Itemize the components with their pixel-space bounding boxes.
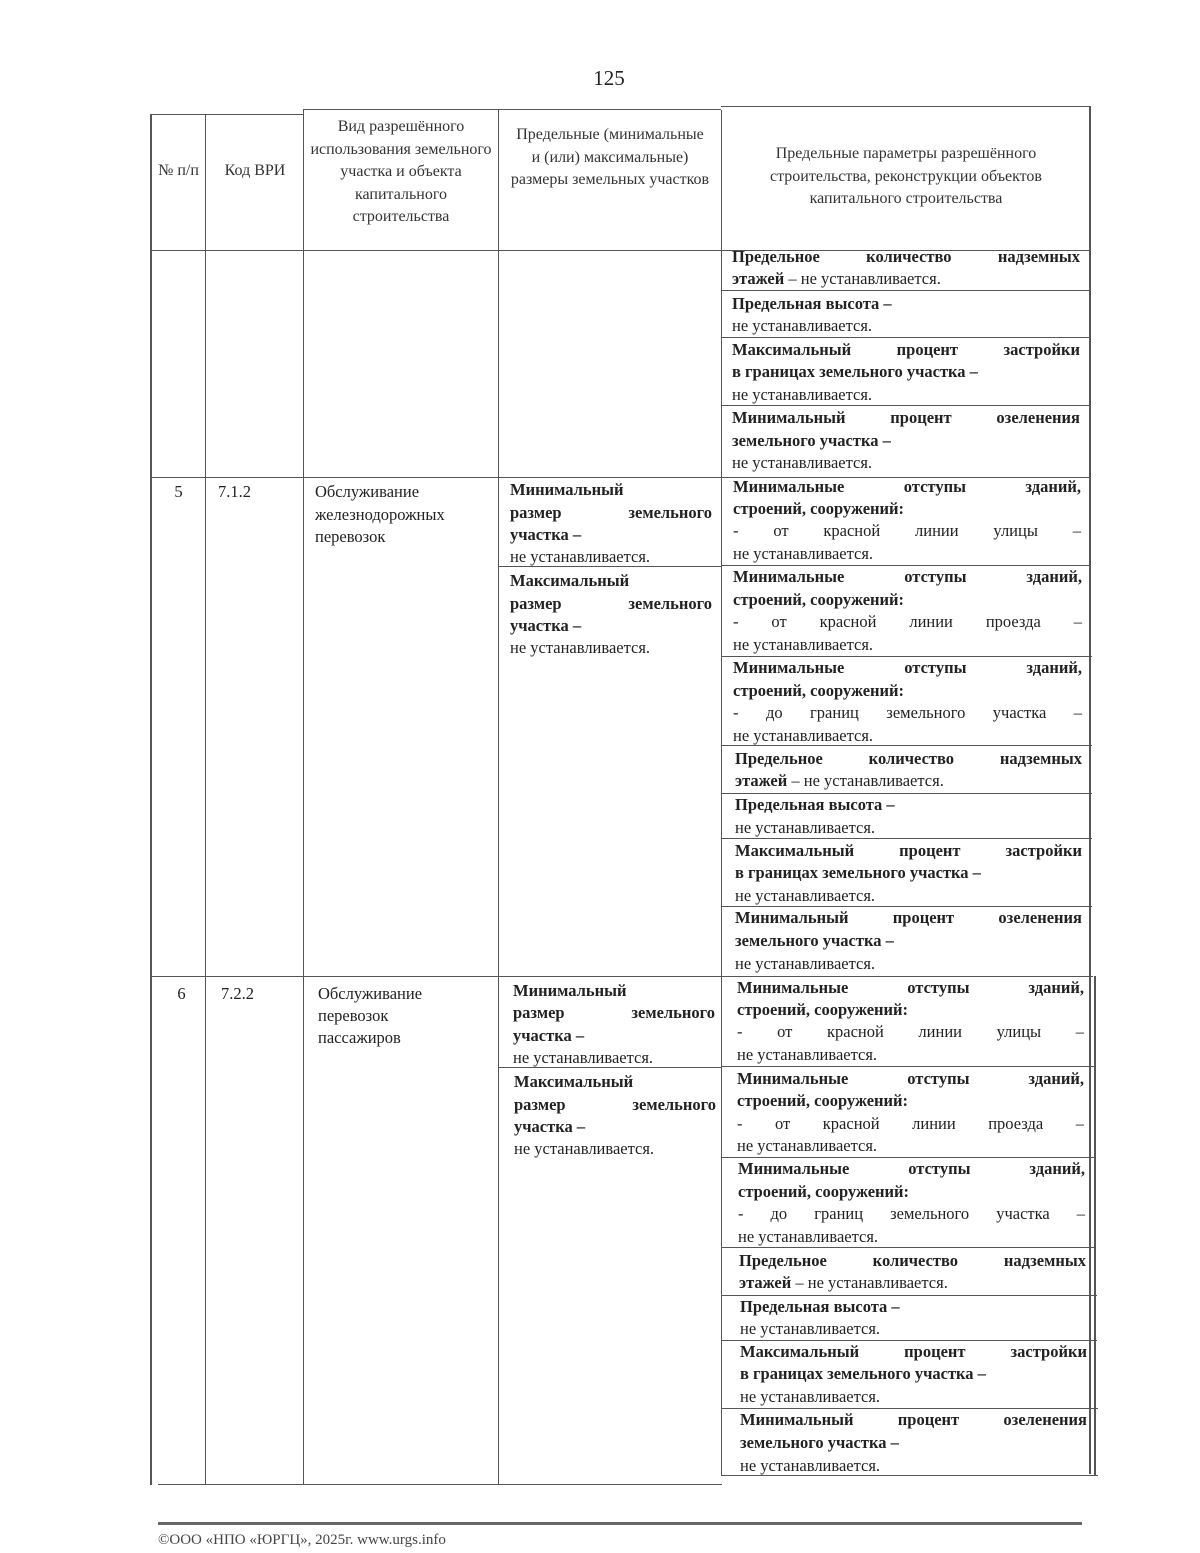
row-5-p1-line1: Минимальные отступы зданий, [733,477,1081,496]
row-5-max-size-line2 [510,593,712,616]
row-5-p3-line2: строений, сооружений: [733,681,905,700]
row-5-min-size-word1: размер [510,503,562,522]
row-6-p3-line2: строений, сооружений: [738,1182,910,1201]
table-border-left [150,115,152,1485]
footer-rule [158,1522,1082,1525]
row-6-p4-line1: Предельное количество надземных [739,1251,1086,1270]
row-6-p3-line3: - до границ земельного участка – [738,1204,1085,1223]
row-5-min-size-line3: участка – [510,525,582,544]
row-5-max-size-value: не устанавливается. [510,638,651,657]
row-5-p4-bold: этажей [735,771,788,790]
column-divider [205,115,206,1485]
row-5-p7-value: не устанавливается. [735,954,876,973]
row-5-p3-value: не устанавливается. [733,726,874,745]
row-6-p6-line1: Максимальный процент застройки [740,1342,1087,1361]
row-5-max-size-word1: размер [510,594,562,613]
row-6-min-size-value: не устанавливается. [513,1048,654,1067]
row-5-p3-line1: Минимальные отступы зданий, [733,658,1082,677]
row-6-max-size-value: не устанавливается. [514,1139,655,1158]
table-border-top [150,114,304,115]
row-5-p4-line2 [735,770,1082,793]
row-5-code: 7.1.2 [218,482,251,501]
row-6-p2-line3: - от красной линии проезда – [737,1114,1084,1133]
row-5-max-size-line3: участка – [510,616,582,635]
row-6-max-size-word2: земельного [632,1095,716,1114]
header-plot-sizes: Предельные (минимальные и (или) максимальные) размеры земельных участков [510,126,710,188]
row-6-num: 6 [177,984,186,1003]
row-6-min-size-line3: участка – [513,1026,585,1045]
row-5-p1-line3: - от красной линии улицы – [733,521,1081,540]
row-6-code: 7.2.2 [221,984,254,1003]
row-6-min-size-word2: земельного [631,1003,715,1022]
carryover-param-build-line3: не устанавливается. [732,385,873,404]
table-border-bottom [721,1475,1098,1476]
carryover-param-floors-line2 [732,268,1080,291]
row-6-min-size-line1: Минимальный [513,981,627,1000]
row-6-p7-line1: Минимальный процент озеленения [740,1410,1087,1429]
row-6-min-size-word1: размер [513,1003,565,1022]
row-5-num: 5 [174,482,183,501]
carryover-param-green-line3: не устанавливается. [732,453,873,472]
header-permitted-use: Вид разрешённого использования земельного участка и объекта капитального строительства [310,118,492,225]
row-5-p4-tail: – не устанавливается. [787,771,944,790]
row-5-p4-line1: Предельное количество надземных [735,749,1082,768]
row-6-permitted-use-line3: пассажиров [318,1028,401,1047]
header-code: Код ВРИ [224,162,286,179]
carryover-param-build-line2: в границах земельного участка – [732,362,978,381]
row-5-min-size-value: не устанавливается. [510,547,651,566]
row-6-max-size-line2 [514,1094,716,1117]
row-6-permitted-use-line1: Обслуживание [318,984,423,1003]
row-6-permitted-use-line2: перевозок [318,1006,389,1025]
row-5-p6-line1: Максимальный процент застройки [735,841,1082,860]
table-border-top [303,109,721,110]
row-5-p2-line2: строений, сооружений: [733,590,905,609]
table-border-bottom [158,1484,722,1485]
row-5-p3-line3: - до границ земельного участка – [733,703,1082,722]
row-6-min-size-line2 [513,1002,715,1025]
row-6-p2-line1: Минимальные отступы зданий, [737,1069,1084,1088]
carryover-param-build-line1: Максимальный процент застройки [732,340,1080,359]
row-6-max-size-word1: размер [514,1095,566,1114]
header-num: № п/п [158,162,199,179]
row-5-p5-line1: Предельная высота – [735,795,895,814]
row-5-min-size-word2: земельного [628,503,712,522]
table-border-right [1094,976,1096,1476]
row-5-p7-line1: Минимальный процент озеленения [735,908,1082,927]
carryover-param-green-line1: Минимальный процент озеленения [732,408,1080,427]
table-border-right [1089,106,1091,1474]
column-divider [303,110,304,1485]
header-construction-params: Предельные параметры разрешённого строительства, реконструкции объектов капитального строительства [770,145,1042,207]
row-6-p1-line1: Минимальные отступы зданий, [737,978,1084,997]
row-6-p3-line1: Минимальные отступы зданий, [738,1159,1085,1178]
row-6-p6-line2: в границах земельного участка – [740,1364,986,1383]
row-6-p7-value: не устанавливается. [740,1456,881,1475]
row-6-p2-line2: строений, сооружений: [737,1091,909,1110]
carryover-floors-bold: этажей [732,269,785,288]
carryover-param-floors-line1: Предельное количество надземных [732,247,1080,266]
carryover-param-green-line2: земельного участка – [732,431,891,450]
carryover-floors-tail: – не устанавливается. [784,269,941,288]
row-6-p7-line2: земельного участка – [740,1433,899,1452]
row-5-min-size-line1: Минимальный [510,480,624,499]
row-6-p1-line2: строений, сооружений: [737,1000,909,1019]
row-5-p6-value: не устанавливается. [735,886,876,905]
carryover-param-height-line1: Предельная высота – [732,294,892,313]
footer-copyright: ©ООО «НПО «ЮРГЦ», 2025г. www.urgs.info [158,1532,446,1548]
row-5-permitted-use: Обслуживание железнодорожных перевозок [315,482,445,546]
row-6-p4-tail: – не устанавливается. [791,1273,948,1292]
row-6-max-size-line1: Максимальный [514,1072,634,1091]
row-6-p4-bold: этажей [739,1273,792,1292]
table-border-top [721,106,1090,107]
row-6-p5-value: не устанавливается. [740,1319,881,1338]
row-5-p2-value: не устанавливается. [733,635,874,654]
row-6-max-size-line3: участка – [514,1117,586,1136]
row-6-p1-value: не устанавливается. [737,1045,878,1064]
row-5-min-size-line2 [510,502,712,525]
row-6-p5-line1: Предельная высота – [740,1297,900,1316]
column-divider [498,110,499,1485]
row-5-p2-line3: - от красной линии проезда – [733,612,1082,631]
row-5-p1-line2: строений, сооружений: [733,499,905,518]
row-6-p6-value: не устанавливается. [740,1387,881,1406]
row-6-p4-line2 [739,1272,1086,1295]
row-5-p2-line1: Минимальные отступы зданий, [733,567,1082,586]
row-5-p1-value: не устанавливается. [733,544,874,563]
carryover-param-height-line2: не устанавливается. [732,316,873,335]
row-5-p5-value: не устанавливается. [735,818,876,837]
row-5-p7-line2: земельного участка – [735,931,894,950]
row-5-max-size-word2: земельного [628,594,712,613]
row-5-max-size-line1: Максимальный [510,571,630,590]
row-5-p6-line2: в границах земельного участка – [735,863,981,882]
row-6-p1-line3: - от красной линии улицы – [737,1022,1084,1041]
row-6-p2-value: не устанавливается. [737,1136,878,1155]
page-number: 125 [593,66,625,90]
row-6-p3-value: не устанавливается. [738,1227,879,1246]
